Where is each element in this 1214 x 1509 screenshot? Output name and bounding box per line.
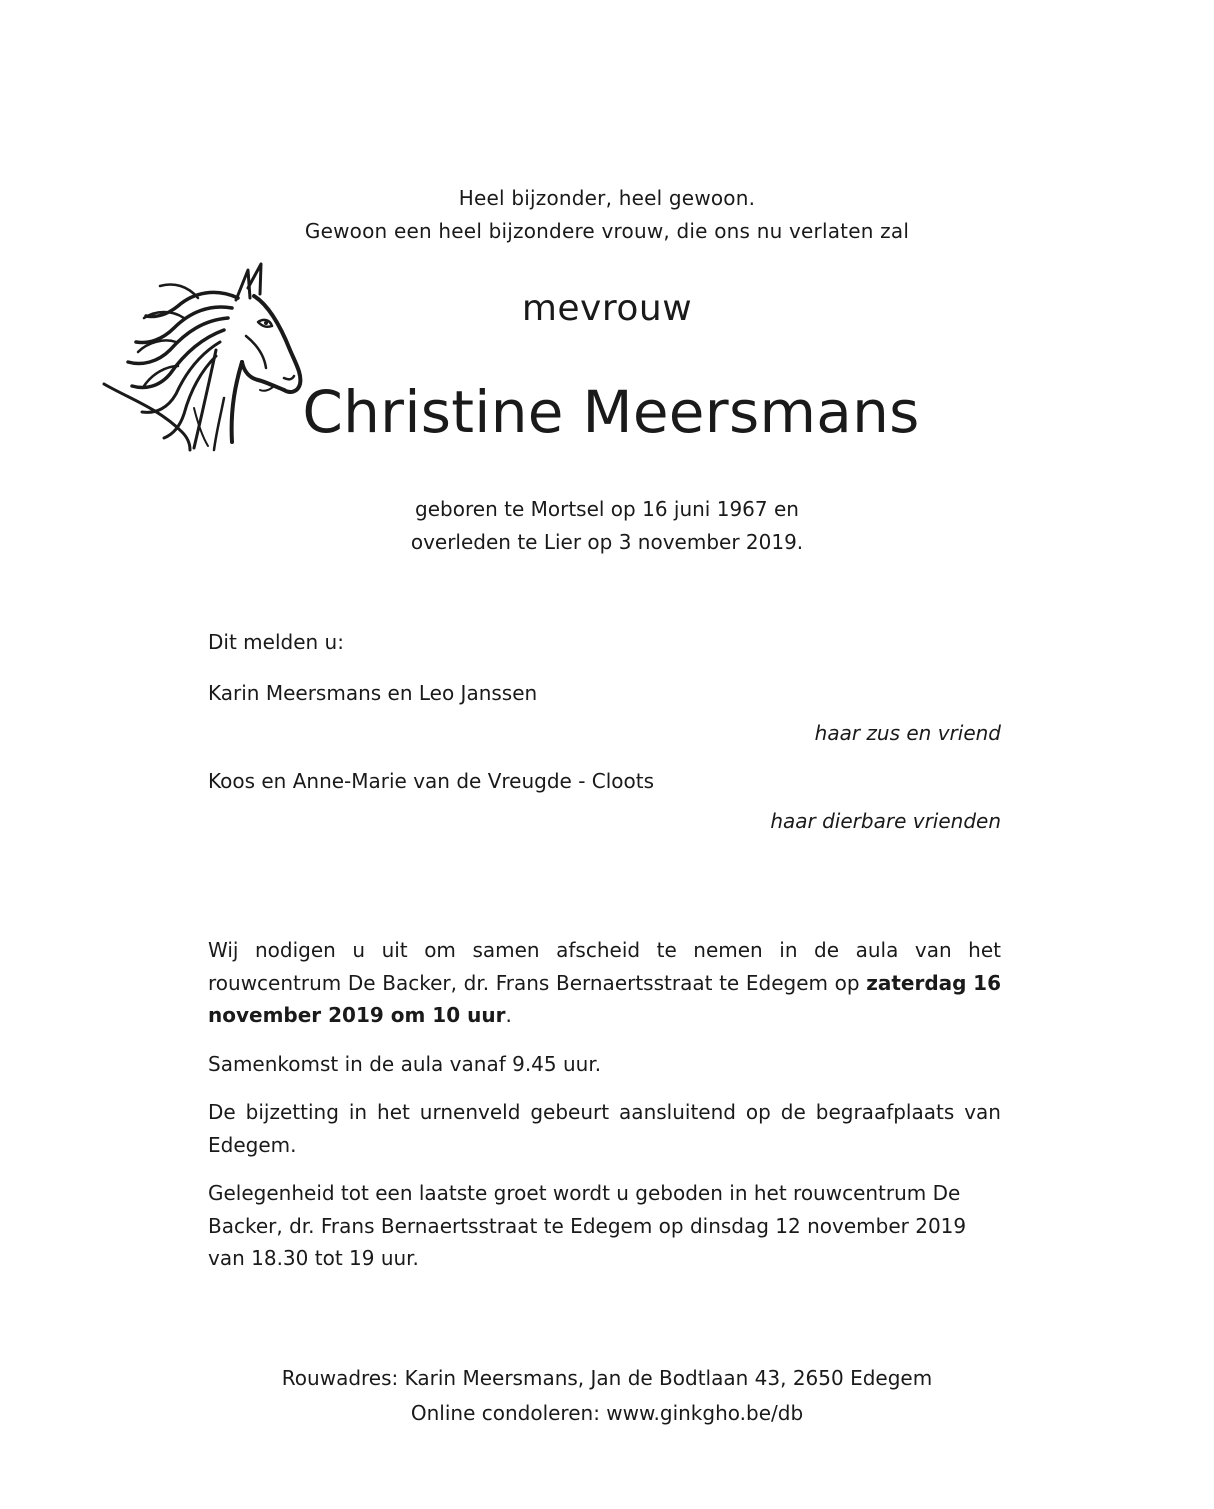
quote-line-1: Heel bijzonder, heel gewoon. — [458, 186, 756, 210]
deceased-name: Christine Meersmans — [302, 378, 920, 446]
quote-line-2: Gewoon een heel bijzondere vrouw, die ons nu verlaten zal — [304, 219, 910, 243]
family-names: Karin Meersmans en Leo Janssen — [208, 681, 538, 705]
visitation-line: van 18.30 tot 19 uur. — [208, 1246, 419, 1270]
announcement-intro: Dit melden u: — [208, 630, 344, 654]
invitation-end: . — [505, 1003, 512, 1027]
visitation-info — [208, 1177, 1001, 1275]
death-line: overleden te Lier op 3 november 2019. — [410, 530, 804, 554]
mourning-address: Rouwadres: Karin Meersmans, Jan de Bodtlaan 43, 2650 Edegem — [281, 1366, 933, 1390]
gathering-info: Samenkomst in de aula vanaf 9.45 uur. — [208, 1052, 602, 1076]
invitation-day: zaterdag — [866, 970, 967, 995]
visitation-line: Gelegenheid tot een laatste groet wordt u geboden in het rouwcentrum De — [208, 1181, 961, 1205]
title-salutation: mevrouw — [521, 288, 693, 329]
birth-line: geboren te Mortsel op 16 juni 1967 en — [415, 497, 799, 521]
family-relation: haar zus en vriend — [814, 721, 1001, 745]
ceremony-invitation — [208, 934, 1001, 1032]
burial-info: De bijzetting in het urnenveld gebeurt aansluitend op de begraafplaats van Edegem. — [208, 1100, 1001, 1157]
family-relation: haar dierbare vrienden — [770, 809, 1001, 833]
invitation-text: Wij nodigen u uit om samen afscheid te nemen in de aula van het rouwcentrum De Backer, dr. Frans Bernaertsstraat te Edegem op — [208, 938, 1001, 995]
visitation-line: Backer, dr. Frans Bernaertsstraat te Edegem op dinsdag 12 november 2019 — [208, 1213, 967, 1238]
online-condolence: Online condoleren: www.ginkgho.be/db — [410, 1401, 804, 1425]
invitation-date-time: 16 november 2019 om 10 uur — [208, 970, 1001, 1027]
family-names: Koos en Anne-Marie van de Vreugde - Cloots — [208, 769, 655, 793]
